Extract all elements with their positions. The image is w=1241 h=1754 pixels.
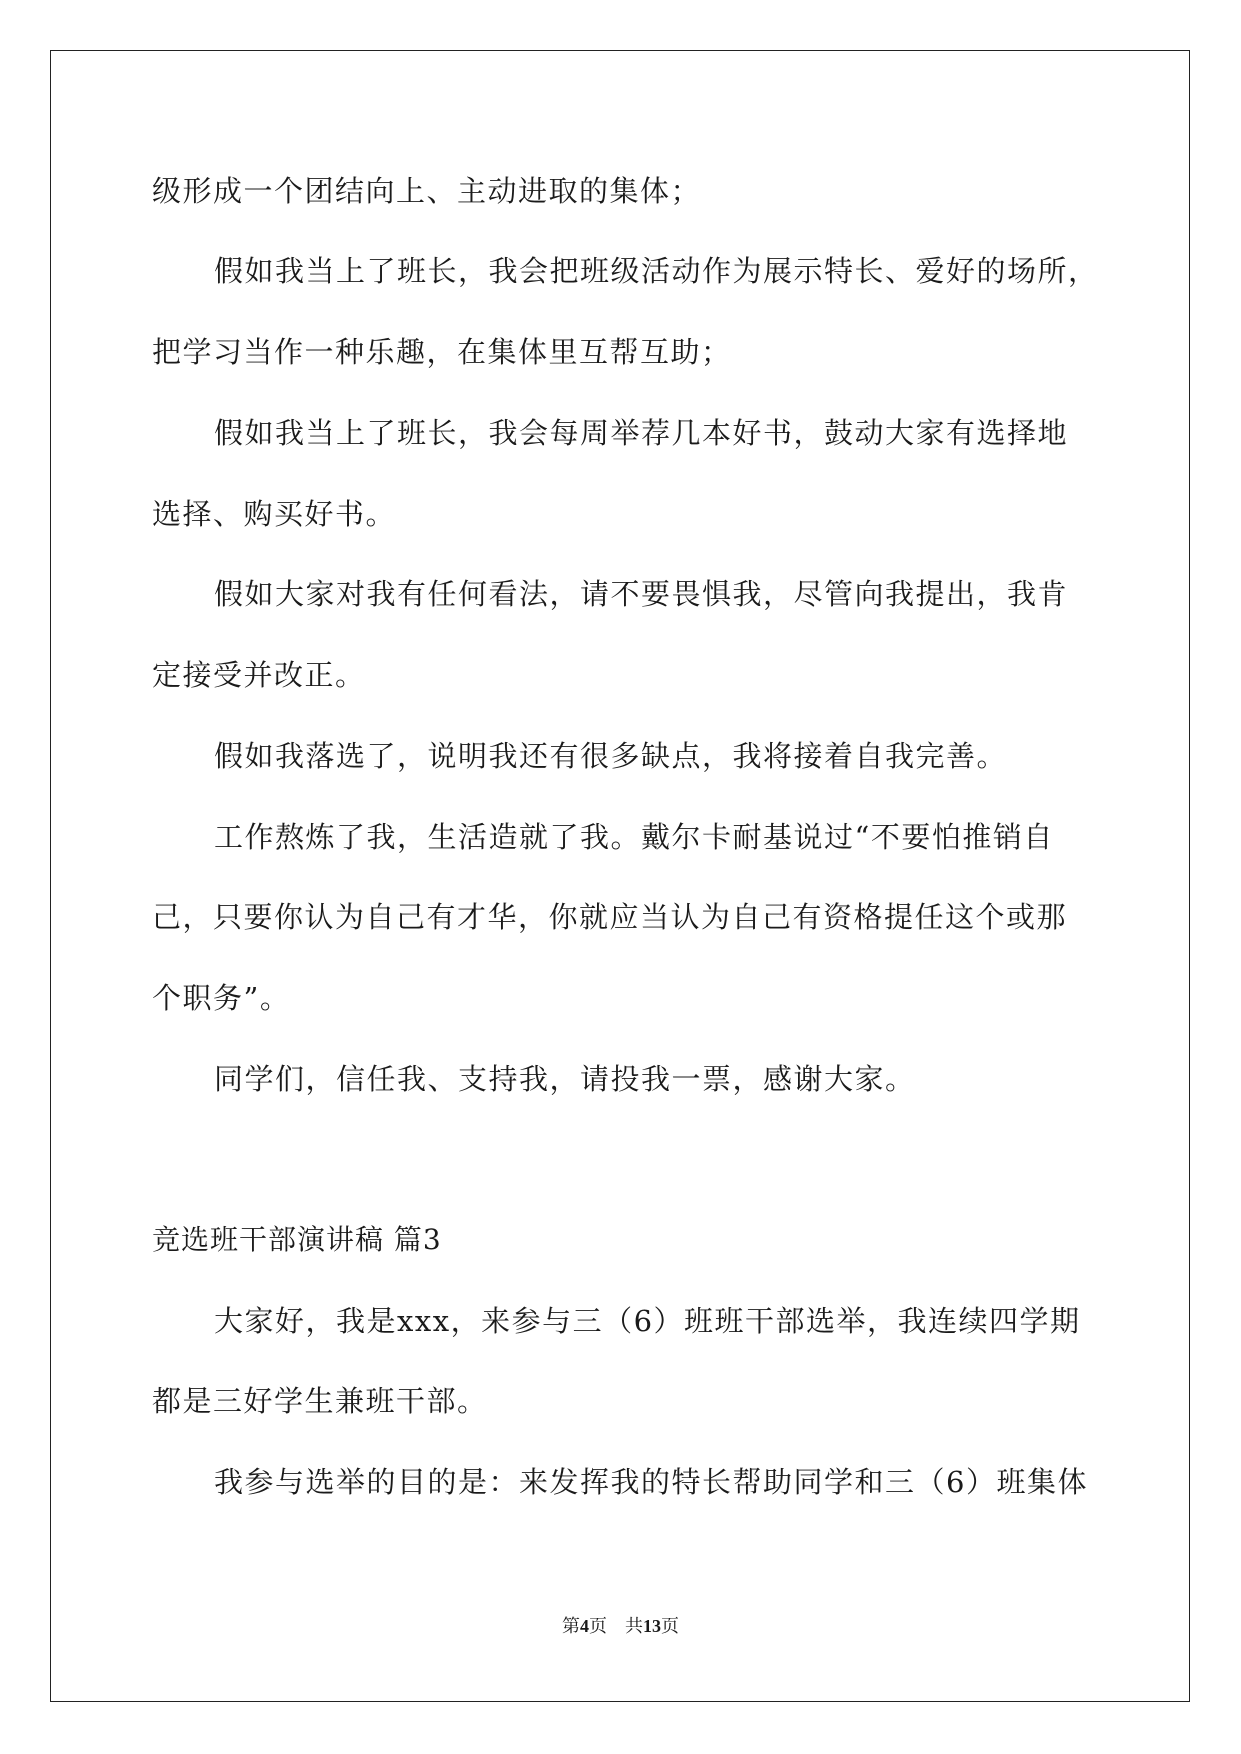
body-line: 假如我落选了，说明我还有很多缺点，我将接着自我完善。 <box>214 739 1008 773</box>
total-prefix: 共 <box>625 1616 643 1636</box>
body-line: 假如我当上了班长，我会每周举荐几本好书，鼓动大家有选择地 <box>214 416 1069 450</box>
body-line: 同学们，信任我、支持我，请投我一票，感谢大家。 <box>214 1062 916 1096</box>
body-line: 大家好，我是xxx，来参与三（6）班班干部选举，我连续四学期 <box>214 1304 1081 1338</box>
body-line: 我参与选举的目的是：来发挥我的特长帮助同学和三（6）班集体 <box>214 1465 1088 1499</box>
body-line: 把学习当作一种乐趣，在集体里互帮互助； <box>152 335 732 369</box>
page-border <box>50 50 1190 1702</box>
body-line: 假如我当上了班长，我会把班级活动作为展示特长、爱好的场所， <box>214 254 1099 288</box>
body-line: 己，只要你认为自己有才华，你就应当认为自己有资格提任这个或那 <box>152 900 1068 934</box>
total-suffix: 页 <box>661 1616 679 1636</box>
body-line: 工作熬炼了我，生活造就了我。戴尔卡耐基说过“不要怕推销自 <box>214 820 1054 854</box>
page-footer <box>0 1614 1241 1638</box>
total-page-count: 13 <box>643 1616 661 1636</box>
current-page-number: 4 <box>580 1616 589 1636</box>
body-line: 个职务”。 <box>152 981 291 1015</box>
page-prefix: 第 <box>562 1616 580 1636</box>
body-line: 都是三好学生兼班干部。 <box>152 1384 488 1418</box>
body-line: 级形成一个团结向上、主动进取的集体； <box>152 174 702 208</box>
body-line: 定接受并改正。 <box>152 658 366 692</box>
body-line: 选择、购买好书。 <box>152 497 397 531</box>
page-suffix: 页 <box>589 1616 607 1636</box>
body-line: 假如大家对我有任何看法，请不要畏惧我，尽管向我提出，我肯 <box>214 577 1069 611</box>
section-heading: 竞选班干部演讲稿 篇3 <box>152 1223 442 1256</box>
